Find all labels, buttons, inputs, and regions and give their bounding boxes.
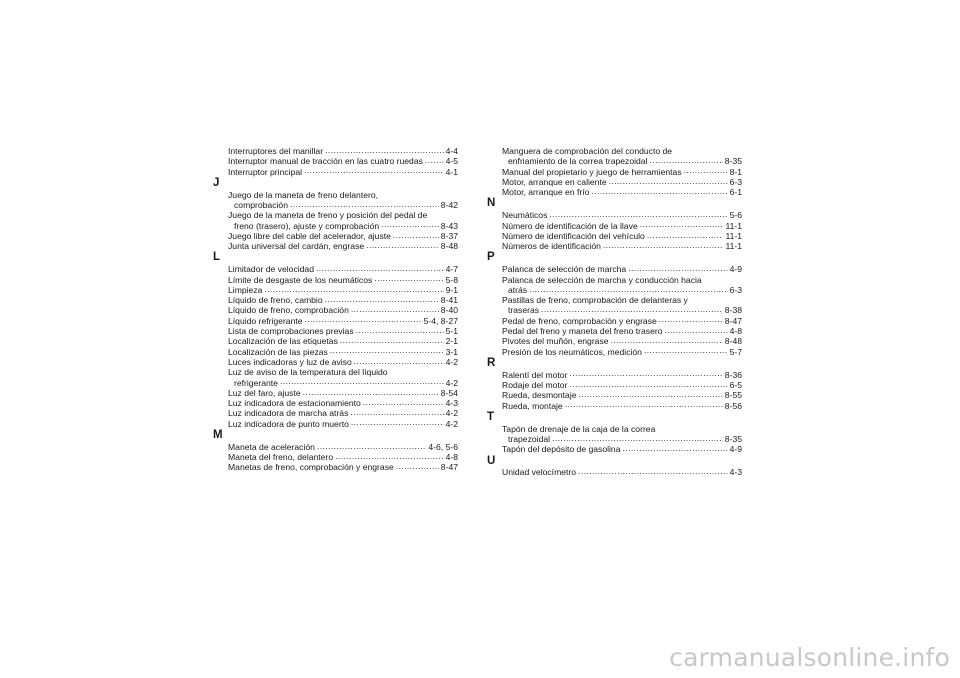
dot-leader	[541, 305, 723, 313]
index-entry-juego-de-la-maneta-de-freno-delantero	[220, 190, 458, 211]
index-entry-interruptor-manual-de-traccion-en-las-cu	[220, 156, 458, 166]
index-entry-rueda-montaje	[494, 401, 742, 411]
index-letter-p: P	[487, 251, 495, 264]
page-reference: 5-8	[445, 274, 458, 285]
page-reference: 8-42	[440, 199, 458, 210]
entry-text: enfriamiento de la correa trapezoidal	[508, 156, 648, 167]
page-reference: 8-43	[440, 220, 458, 231]
dot-leader	[305, 316, 422, 324]
dot-leader	[609, 177, 728, 185]
page-reference: 6-5	[729, 380, 742, 391]
entry-text: Manetas de freno, comprobación y engrase	[228, 462, 394, 473]
dot-leader	[317, 442, 426, 450]
page-reference: 5-7	[729, 346, 742, 357]
watermark: carmanualsonline.info	[669, 643, 950, 672]
index-column-left	[213, 146, 458, 473]
index-entry-tapon-de-drenaje-de-la-caja-de-la-correa	[494, 424, 742, 445]
index-entry-luz-indicadora-de-marcha-atras	[220, 408, 458, 418]
index-letter-u: U	[487, 454, 496, 467]
index-entry-pedal-de-freno-comprobacion-y-engrase	[494, 316, 742, 326]
dot-leader	[393, 231, 439, 239]
page-reference: 5-4, 8-27	[423, 315, 458, 326]
page-reference: 4-2	[445, 377, 458, 388]
dot-leader	[552, 434, 723, 442]
entry-text: Maneta de aceleración	[228, 441, 315, 452]
index-entry-maneta-del-freno-delantero	[220, 452, 458, 462]
dot-leader	[578, 467, 728, 475]
dot-leader	[325, 146, 444, 154]
page-reference: 2-1	[445, 336, 458, 347]
index-entry-liquido-de-freno-cambio	[220, 295, 458, 305]
entry-text: refrigerante	[234, 377, 278, 388]
dot-leader	[603, 241, 724, 249]
index-entry-palanca-de-seleccion-de-marcha	[494, 264, 742, 274]
entry-text: Motor, arranque en frío	[502, 187, 590, 198]
entry-text: Números de identificación	[502, 241, 601, 252]
dot-leader	[264, 285, 443, 293]
dot-leader	[354, 357, 444, 365]
page-reference: 4-3	[729, 467, 742, 478]
page-reference: 4-9	[729, 264, 742, 275]
dot-leader	[611, 336, 723, 344]
index-letter-n: N	[487, 197, 496, 210]
entry-text: Localización de las piezas	[228, 346, 328, 357]
entry-text: Palanca de selección de marcha y conducción hacia	[502, 274, 702, 285]
dot-leader	[644, 347, 728, 355]
page-reference: 4-7	[445, 264, 458, 275]
dot-leader	[374, 275, 443, 283]
index-entry-limpieza	[220, 285, 458, 295]
entry-text: Juego libre del cable del acelerador, ajuste	[228, 230, 391, 241]
dot-leader	[529, 285, 727, 293]
dot-leader	[351, 305, 439, 313]
dot-leader	[350, 408, 443, 416]
page-reference: 4-5	[445, 156, 458, 167]
page-reference: 8-55	[724, 390, 742, 401]
entry-text: traseras	[508, 305, 540, 316]
dot-leader	[591, 187, 727, 195]
index-entry-presion-de-los-neumaticos-medicion	[494, 347, 742, 357]
index-entry-luz-del-faro-ajuste	[220, 388, 458, 398]
entry-text: Luz del faro, ajuste	[228, 387, 301, 398]
dot-leader	[304, 167, 444, 175]
page-reference: 8-56	[724, 400, 742, 411]
entry-text: Junta universal del cardán, engrase	[228, 241, 365, 252]
index-entry-luz-de-aviso-de-la-temperatura-del-liqui	[220, 367, 458, 388]
dot-leader	[659, 316, 723, 324]
entry-text: Luces indicadoras y luz de aviso	[228, 356, 352, 367]
index-entry-limitador-de-velocidad	[220, 264, 458, 274]
dot-leader	[381, 221, 439, 229]
entry-text: Unidad velocímetro	[502, 467, 577, 478]
index-entry-rodaje-del-motor	[494, 380, 742, 390]
index-entry-manual-del-propietario-y-juego-de-herram	[494, 167, 742, 177]
dot-leader	[363, 398, 444, 406]
entry-text: Rueda, montaje	[502, 400, 563, 411]
dot-leader	[316, 264, 444, 272]
page-reference: 4-1	[445, 166, 458, 177]
entry-text: Ralentí del motor	[502, 369, 568, 380]
index-entry-juego-de-la-maneta-de-freno-y-posicion-d	[220, 210, 458, 231]
index-entry-numero-de-identificacion-del-vehiculo	[494, 231, 742, 241]
index-entry-pivotes-del-munon-engrase	[494, 336, 742, 346]
page-reference: 3-1	[445, 346, 458, 357]
page-reference: 8-36	[724, 369, 742, 380]
entry-text: Límite de desgaste de los neumáticos	[228, 274, 373, 285]
index-entry-limite-de-desgaste-de-los-neumaticos	[220, 275, 458, 285]
index-entry-juego-libre-del-cable-del-acelerador-aju	[220, 231, 458, 241]
index-entry-manguera-de-comprobacion-del-conducto-de	[494, 146, 742, 167]
page-reference: 8-40	[440, 305, 458, 316]
entry-text: Luz indicadora de estacionamiento	[228, 398, 361, 409]
entry-text: Luz indicadora de marcha atrás	[228, 408, 349, 419]
page-reference: 4-2	[445, 356, 458, 367]
page-reference: 11-1	[725, 241, 742, 252]
index-column-right	[487, 146, 742, 478]
dot-leader	[351, 419, 444, 427]
page-reference: 5-1	[445, 326, 458, 337]
entry-text: Maneta del freno, delantero	[228, 452, 334, 463]
page-reference: 8-47	[440, 462, 458, 473]
page-reference: 4-8	[445, 452, 458, 463]
page-reference: 5-6	[729, 210, 742, 221]
entry-text: Tapón de drenaje de la caja de la correa	[502, 423, 656, 434]
entry-text: Número de identificación del vehículo	[502, 230, 645, 241]
index-entry-ralenti-del-motor	[494, 370, 742, 380]
index-entry-luces-indicadoras-y-luz-de-aviso	[220, 357, 458, 367]
entry-text: Juego de la maneta de freno delantero,	[228, 189, 379, 200]
entry-text: Líquido refrigerante	[228, 315, 303, 326]
page-reference: 4-2	[445, 418, 458, 429]
dot-leader	[665, 326, 728, 334]
index-letter-m: M	[213, 429, 223, 442]
entry-text: Limitador de velocidad	[228, 264, 314, 275]
index-entry-manetas-de-freno-comprobacion-y-engrase	[220, 462, 458, 472]
entry-text: Interruptor manual de tracción en las cuatro ruedas	[228, 156, 423, 167]
index-entry-luz-indicadora-de-punto-muerto	[220, 419, 458, 429]
index-entry-pedal-del-freno-y-maneta-del-freno-trase	[494, 326, 742, 336]
entry-text: Rodaje del motor	[502, 380, 568, 391]
dot-leader	[565, 401, 723, 409]
entry-text: Rueda, desmontaje	[502, 390, 577, 401]
page-reference: 11-1	[725, 220, 742, 231]
index-entry-numero-de-identificacion-de-la-llave	[494, 221, 742, 231]
dot-leader	[579, 390, 723, 398]
entry-text: Tapón del depósito de gasolina	[502, 444, 621, 455]
entry-text: Lista de comprobaciones previas	[228, 326, 354, 337]
dot-leader	[280, 378, 444, 386]
entry-text: Líquido de freno, cambio	[228, 295, 323, 306]
dot-leader	[340, 336, 444, 344]
entry-text: Líquido de freno, comprobación	[228, 305, 349, 316]
entry-text: Pivotes del muñón, engrase	[502, 336, 609, 347]
entry-text: Interruptor principal	[228, 166, 303, 177]
index-entry-interruptor-principal	[220, 167, 458, 177]
page-reference: 8-48	[724, 336, 742, 347]
entry-text: Limpieza	[228, 284, 263, 295]
dot-leader	[647, 231, 724, 239]
index-entry-liquido-de-freno-comprobacion	[220, 305, 458, 315]
index-entry-junta-universal-del-cardan-engrase	[220, 241, 458, 251]
index-entry-tapon-del-deposito-de-gasolina	[494, 444, 742, 454]
index-entry-luz-indicadora-de-estacionamiento	[220, 398, 458, 408]
index-letter-j: J	[213, 176, 220, 189]
index-entry-palanca-de-seleccion-de-marcha-y-conducc	[494, 275, 742, 296]
dot-leader	[366, 241, 439, 249]
index-letter-r: R	[487, 356, 496, 369]
dot-leader	[569, 380, 727, 388]
entry-text: Pedal de freno, comprobación y engrase	[502, 315, 657, 326]
index-letter-t: T	[487, 410, 495, 423]
page-reference: 11-1	[725, 230, 742, 241]
page-reference: 8-37	[440, 230, 458, 241]
index-entry-interruptores-del-manillar	[220, 146, 458, 156]
page-reference: 4-8	[729, 326, 742, 337]
entry-text: Pedal del freno y maneta del freno trasero	[502, 326, 663, 337]
dot-leader	[325, 295, 439, 303]
dot-leader	[549, 210, 727, 218]
entry-text: comprobación	[234, 199, 288, 210]
entry-text: Neumáticos	[502, 210, 548, 221]
page-reference: 6-3	[729, 284, 742, 295]
entry-text: Localización de las etiquetas	[228, 336, 338, 347]
dot-leader	[425, 156, 444, 164]
page-reference: 4-2	[445, 408, 458, 419]
entry-text: Manguera de comprobación del conducto de	[502, 146, 673, 156]
entry-text: Número de identificación de la llave	[502, 220, 638, 231]
dot-leader	[330, 347, 444, 355]
index-entry-rueda-desmontaje	[494, 390, 742, 400]
entry-text: atrás	[508, 284, 528, 295]
index-entry-localizacion-de-las-etiquetas	[220, 336, 458, 346]
dot-leader	[303, 388, 439, 396]
index-entry-motor-arranque-en-caliente	[494, 177, 742, 187]
index-entry-unidad-velocimetro	[494, 467, 742, 477]
page-reference: 8-48	[440, 241, 458, 252]
dot-leader	[356, 326, 444, 334]
page-reference: 4-6, 5-6	[428, 441, 458, 452]
index-entry-numeros-de-identificacion	[494, 241, 742, 251]
page-reference: 4-4	[445, 146, 458, 156]
page-reference: 8-35	[724, 156, 742, 167]
entry-text: Interruptores del manillar	[228, 146, 324, 156]
dot-leader	[290, 200, 439, 208]
entry-text: Motor, arranque en caliente	[502, 176, 607, 187]
entry-text: Pastillas de freno, comprobación de delanteras y	[502, 295, 688, 306]
index-entry-motor-arranque-en-frio	[494, 187, 742, 197]
index-entry-pastillas-de-freno-comprobacion-de-delan	[494, 295, 742, 316]
index-entry-lista-de-comprobaciones-previas	[220, 326, 458, 336]
entry-text: freno (trasero), ajuste y comprobación	[234, 220, 380, 231]
page-reference: 8-54	[440, 387, 458, 398]
dot-leader	[335, 452, 443, 460]
page-reference: 6-1	[729, 187, 742, 198]
page-reference: 6-3	[729, 176, 742, 187]
page-reference: 8-35	[724, 434, 742, 445]
entry-text: Palanca de selección de marcha	[502, 264, 627, 275]
page-reference: 8-1	[729, 166, 742, 177]
dot-leader	[650, 156, 723, 164]
dot-leader	[623, 444, 728, 452]
page-reference: 8-47	[724, 315, 742, 326]
dot-leader	[684, 167, 728, 175]
page-reference: 8-38	[724, 305, 742, 316]
index-entry-localizacion-de-las-piezas	[220, 347, 458, 357]
page-reference: 4-3	[445, 398, 458, 409]
entry-text: Manual del propietario y juego de herramientas	[502, 166, 682, 177]
index-entry-neumaticos	[494, 210, 742, 220]
page-reference: 9-1	[445, 284, 458, 295]
entry-text: Luz de aviso de la temperatura del líquido	[228, 367, 388, 378]
entry-text: trapezoidal	[508, 434, 551, 445]
index-letter-l: L	[213, 251, 221, 264]
index-entry-maneta-de-aceleracion	[220, 442, 458, 452]
entry-text: Juego de la maneta de freno y posición del pedal de	[228, 210, 428, 221]
dot-leader	[569, 370, 722, 378]
index-entry-liquido-refrigerante	[220, 316, 458, 326]
dot-leader	[640, 221, 724, 229]
page-reference: 4-9	[729, 444, 742, 455]
entry-text: Presión de los neumáticos, medición	[502, 346, 642, 357]
dot-leader	[628, 264, 727, 272]
dot-leader	[396, 462, 439, 470]
entry-text: Luz indicadora de punto muerto	[228, 418, 349, 429]
page-reference: 8-41	[440, 295, 458, 306]
